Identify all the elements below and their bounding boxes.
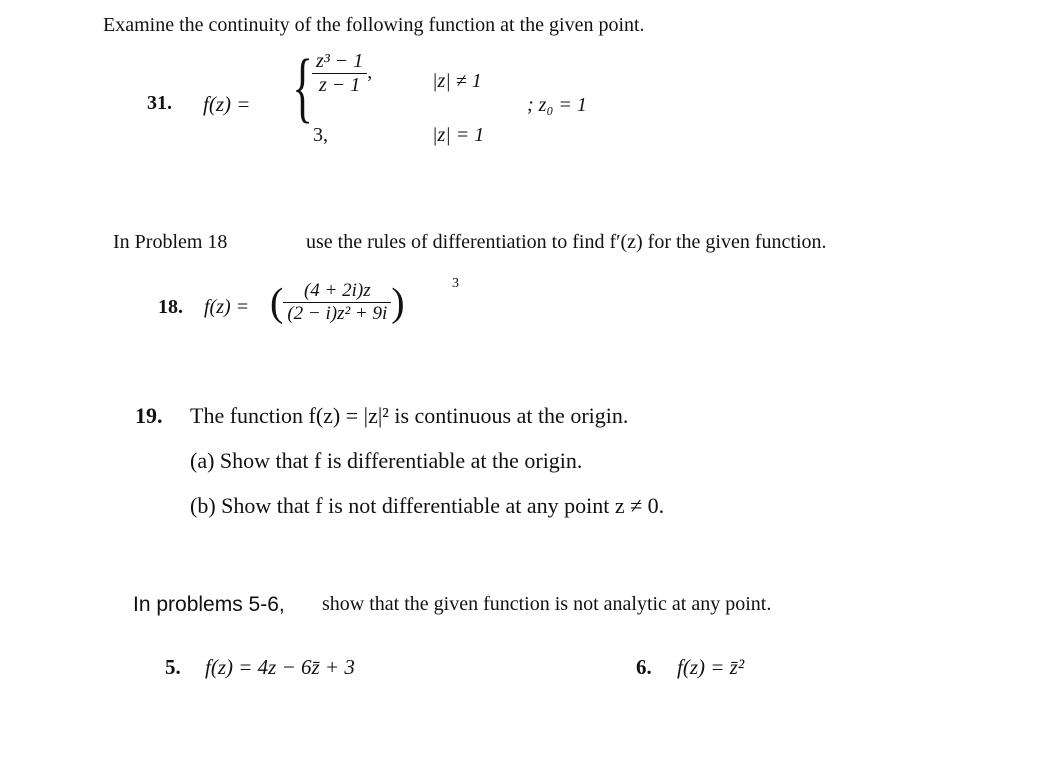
problem-31-case1 xyxy=(312,50,372,97)
problem-18-exponent: 3 xyxy=(452,276,459,291)
case1-numerator: z³ − 1 xyxy=(312,50,367,74)
problem-5-expression: f(z) = 4z − 6z̄ + 3 xyxy=(205,655,355,679)
case1-fraction xyxy=(312,50,367,97)
problem-19-statement: The function f(z) = |z|² is continuous at the origin. xyxy=(190,403,629,428)
problem-19-part-a: (a) Show that f is differentiable at the origin. xyxy=(190,448,583,473)
left-brace-icon: { xyxy=(292,43,314,130)
section-18-instruction: use the rules of differentiation to find f′(z) for the given function. xyxy=(306,231,827,253)
case1-denominator: z − 1 xyxy=(319,74,361,96)
problem-18-lhs: f(z) = xyxy=(204,296,250,318)
problem-18-numerator: (4 + 2i)z xyxy=(283,280,391,303)
problem-6-expression: f(z) = z̄² xyxy=(677,655,745,679)
problem-31-number: 31. xyxy=(147,92,172,114)
section-5-6-prefix: In problems 5-6, xyxy=(133,593,285,616)
problem-6-number: 6. xyxy=(636,655,652,679)
left-paren-icon: ( xyxy=(270,279,284,325)
problem-19-number: 19. xyxy=(135,403,163,428)
case1-condition: |z| ≠ 1 xyxy=(432,70,482,92)
section-18-prefix: In Problem 18 xyxy=(113,231,228,253)
problem-5-number: 5. xyxy=(165,655,181,679)
header-instruction: Examine the continuity of the following function at the given point. xyxy=(103,14,645,36)
problem-31-point: ; z₀ = 1 xyxy=(527,94,587,116)
case1-comma: , xyxy=(367,61,373,84)
problem-18-number: 18. xyxy=(158,296,183,318)
section-5-6-instruction: show that the given function is not analytic at any point. xyxy=(322,593,772,615)
problem-18-expression xyxy=(270,280,405,325)
problem-19-part-b: (b) Show that f is not differentiable at any point z ≠ 0. xyxy=(190,493,665,518)
right-paren-icon: ) xyxy=(391,279,405,325)
case2-value: 3, xyxy=(313,124,328,146)
problem-31-lhs: f(z) = xyxy=(203,92,251,116)
problem-18-denominator: (2 − i)z² + 9i xyxy=(287,303,388,324)
case2-condition: |z| = 1 xyxy=(432,124,485,146)
